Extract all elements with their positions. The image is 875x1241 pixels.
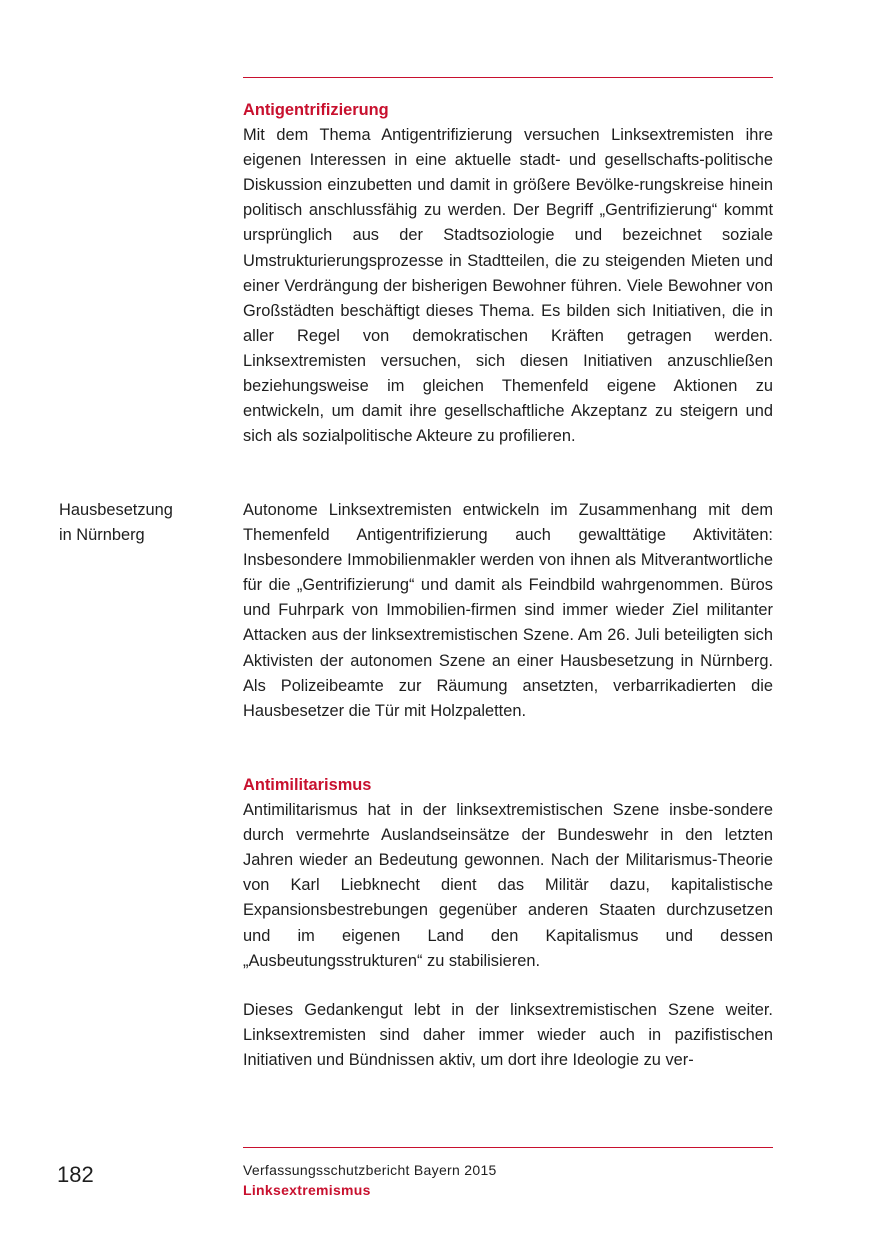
- bottom-divider-rule: [243, 1147, 773, 1148]
- page-footer: [243, 1160, 773, 1200]
- margin-note-line-2: in Nürnberg: [59, 526, 145, 545]
- section-antimilitarismus-continued: [243, 998, 773, 1073]
- footer-chapter-title: Linksextremismus: [243, 1182, 371, 1198]
- section-antigentrifizierung: [243, 98, 773, 449]
- paragraph-antimilitarismus: Antimilitarismus hat in der linksextremistischen Szene insbe-sondere durch vermehrte Auslandseinsätze der Bundeswehr in den letzten Jahren wieder an Bedeutung gewonnen. Nach der Militarismus-Theorie von Karl Liebknecht dient das Militär dazu, kapitalistische Expansionsbestrebungen gegenüber anderen Staaten durchzusetzen und im eigenen Land den Kapitalismus und dessen „Ausbeutungsstrukturen“ zu stabilisieren.: [243, 801, 773, 970]
- section-heading-antigentrifizierung: Antigentrifizierung: [243, 101, 389, 119]
- page-number: 182: [57, 1162, 94, 1187]
- section-antimilitarismus: [243, 773, 773, 974]
- paragraph-hausbesetzung: Autonome Linksextremisten entwickeln im Zusammenhang mit dem Themenfeld Antigentrifizierung auch gewalttätige Aktivitäten: Insbesondere Immobilienmakler werden von ihnen als Mitverantwortliche für die „Gentrifizierung“ und damit als Feindbild wahrgenommen. Büros und Fuhrpark von Immobilien-firmen sind immer wieder Ziel militanter Attacken aus der linksextremistischen Szene. Am 26. Juli beteiligten sich Aktivisten der autonomen Szene an einer Hausbesetzung in Nürnberg. Als Polizeibeamte zur Räumung ansetzten, verbarrikadierten die Hausbesetzer die Tür mit Holzpaletten.: [243, 501, 773, 720]
- paragraph-antigentrifizierung: Mit dem Thema Antigentrifizierung versuchen Linksextremisten ihre eigenen Interessen in eine aktuelle stadt- und gesellschafts-politische Diskussion einzubetten und damit in größere Bevölke-rungskreise hinein politisch anschlussfähig zu werden. Der Begriff „Gentrifizierung“ kommt ursprünglich aus der Stadtsoziologie und bezeichnet soziale Umstrukturierungsprozesse in Stadtteilen, die zu steigenden Mieten und einer Verdrängung der bisherigen Bewohner führen. Viele Bewohner von Großstädten beschäftigt dieses Thema. Es bilden sich Initiativen, die in aller Regel von demokratischen Kräften getragen werden. Linksextremisten versuchen, sich diesen Initiativen anzuschließen beziehungsweise im gleichen Themenfeld eigene Aktionen zu entwickeln, um damit ihre gesellschaftliche Akzeptanz zu steigern und sich als sozialpolitische Akteure zu profilieren.: [243, 126, 773, 446]
- top-divider-rule: [243, 77, 773, 78]
- section-hausbesetzung: [243, 498, 773, 724]
- paragraph-antimilitarismus-2: Dieses Gedankengut lebt in der linksextremistischen Szene weiter. Linksextremisten sind daher immer wieder auch in pazifistischen Initiativen und Bündnissen aktiv, um dort ihre Ideologie zu ver-: [243, 1001, 773, 1070]
- margin-note-hausbesetzung: [59, 498, 229, 548]
- footer-report-title: Verfassungsschutzbericht Bayern 2015: [243, 1162, 497, 1178]
- margin-note-line-1: Hausbesetzung: [59, 501, 173, 519]
- section-heading-antimilitarismus: Antimilitarismus: [243, 776, 372, 794]
